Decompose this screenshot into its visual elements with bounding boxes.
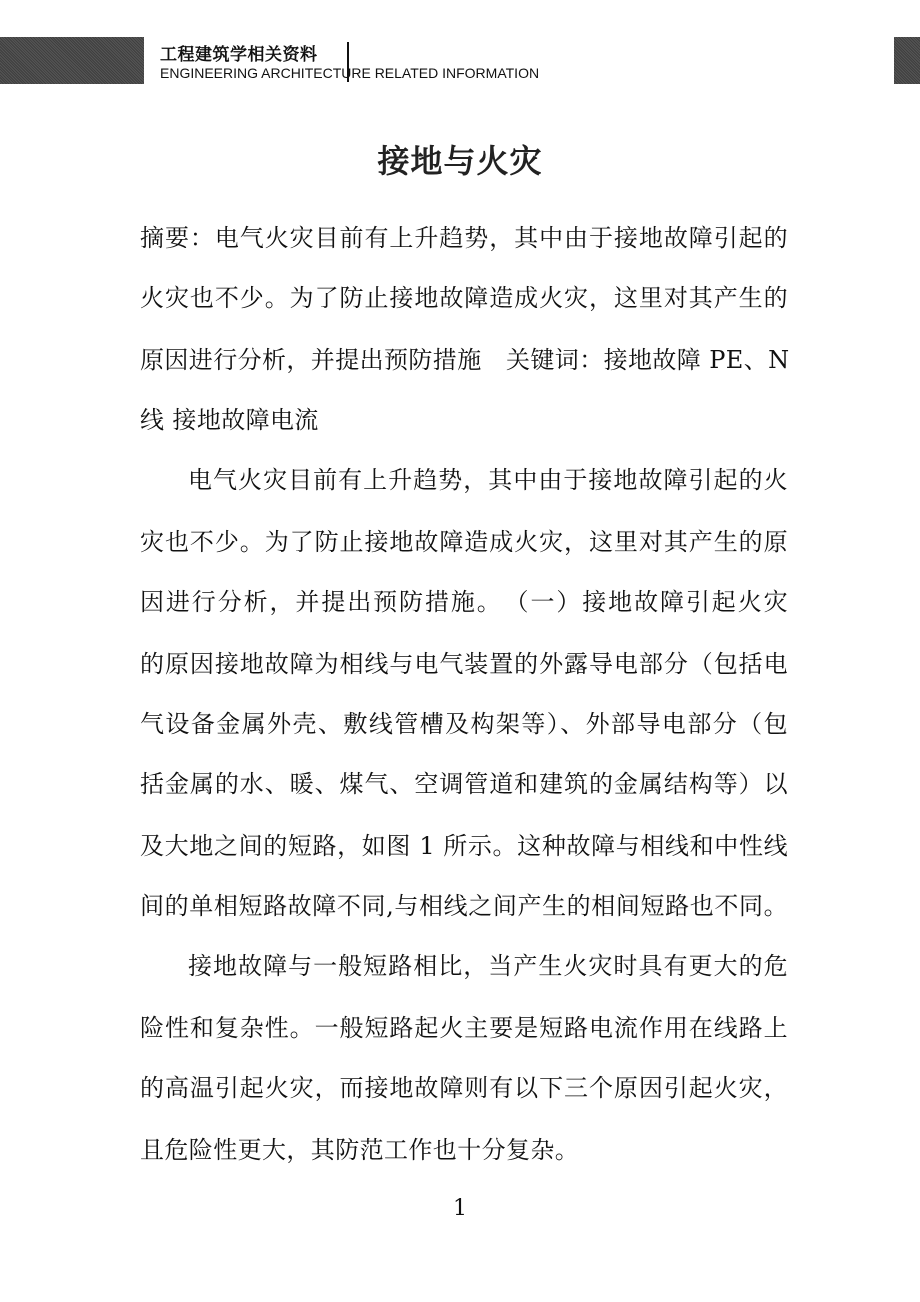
header-decor-block-left: [0, 37, 144, 84]
abstract-line: 原因进行分析，并提出预防措施 关键词：接地故障 PE、N: [140, 346, 790, 374]
paragraph-line: 间的单相短路故障不同,与相线之间产生的相间短路也不同。: [140, 892, 788, 920]
paragraph-line: 的原因接地故障为相线与电气装置的外露导电部分（包括电: [140, 650, 788, 678]
header-decor-block-right: [894, 37, 920, 84]
document-title: 接地与火灾: [377, 142, 543, 180]
paragraph-line: 且危险性更大，其防范工作也十分复杂。: [140, 1136, 580, 1164]
header-title-english: ENGINEERING ARCHITECTURE RELATED INFORMATION: [160, 65, 540, 81]
page-number: 1: [453, 1196, 467, 1221]
paragraph-line: 因进行分析，并提出预防措施。 （一）接地故障引起火灾: [140, 588, 788, 616]
paragraph-line: 电气火灾目前有上升趋势，其中由于接地故障引起的火: [188, 466, 788, 494]
abstract-line: 摘要：电气火灾目前有上升趋势，其中由于接地故障引起的: [140, 224, 788, 252]
paragraph-line: 的高温引起火灾，而接地故障则有以下三个原因引起火灾，: [140, 1074, 788, 1102]
paragraph-line: 及大地之间的短路，如图 1 所示。这种故障与相线和中性线: [140, 832, 788, 860]
paragraph-line: 险性和复杂性。一般短路起火主要是短路电流作用在线路上: [140, 1014, 788, 1042]
paragraph-line: 灾也不少。为了防止接地故障造成火灾，这里对其产生的原: [140, 528, 788, 556]
abstract-line: 线 接地故障电流: [140, 406, 319, 434]
paragraph-line: 括金属的水、暖、煤气、空调管道和建筑的金属结构等）以: [140, 770, 788, 798]
paragraph-line: 接地故障与一般短路相比，当产生火灾时具有更大的危: [188, 952, 788, 980]
header-title-chinese: 工程建筑学相关资料: [160, 45, 318, 65]
abstract-line: 火灾也不少。为了防止接地故障造成火灾，这里对其产生的: [140, 284, 788, 312]
paragraph-line: 气设备金属外壳、敷线管槽及构架等）、外部导电部分（包: [140, 710, 788, 738]
